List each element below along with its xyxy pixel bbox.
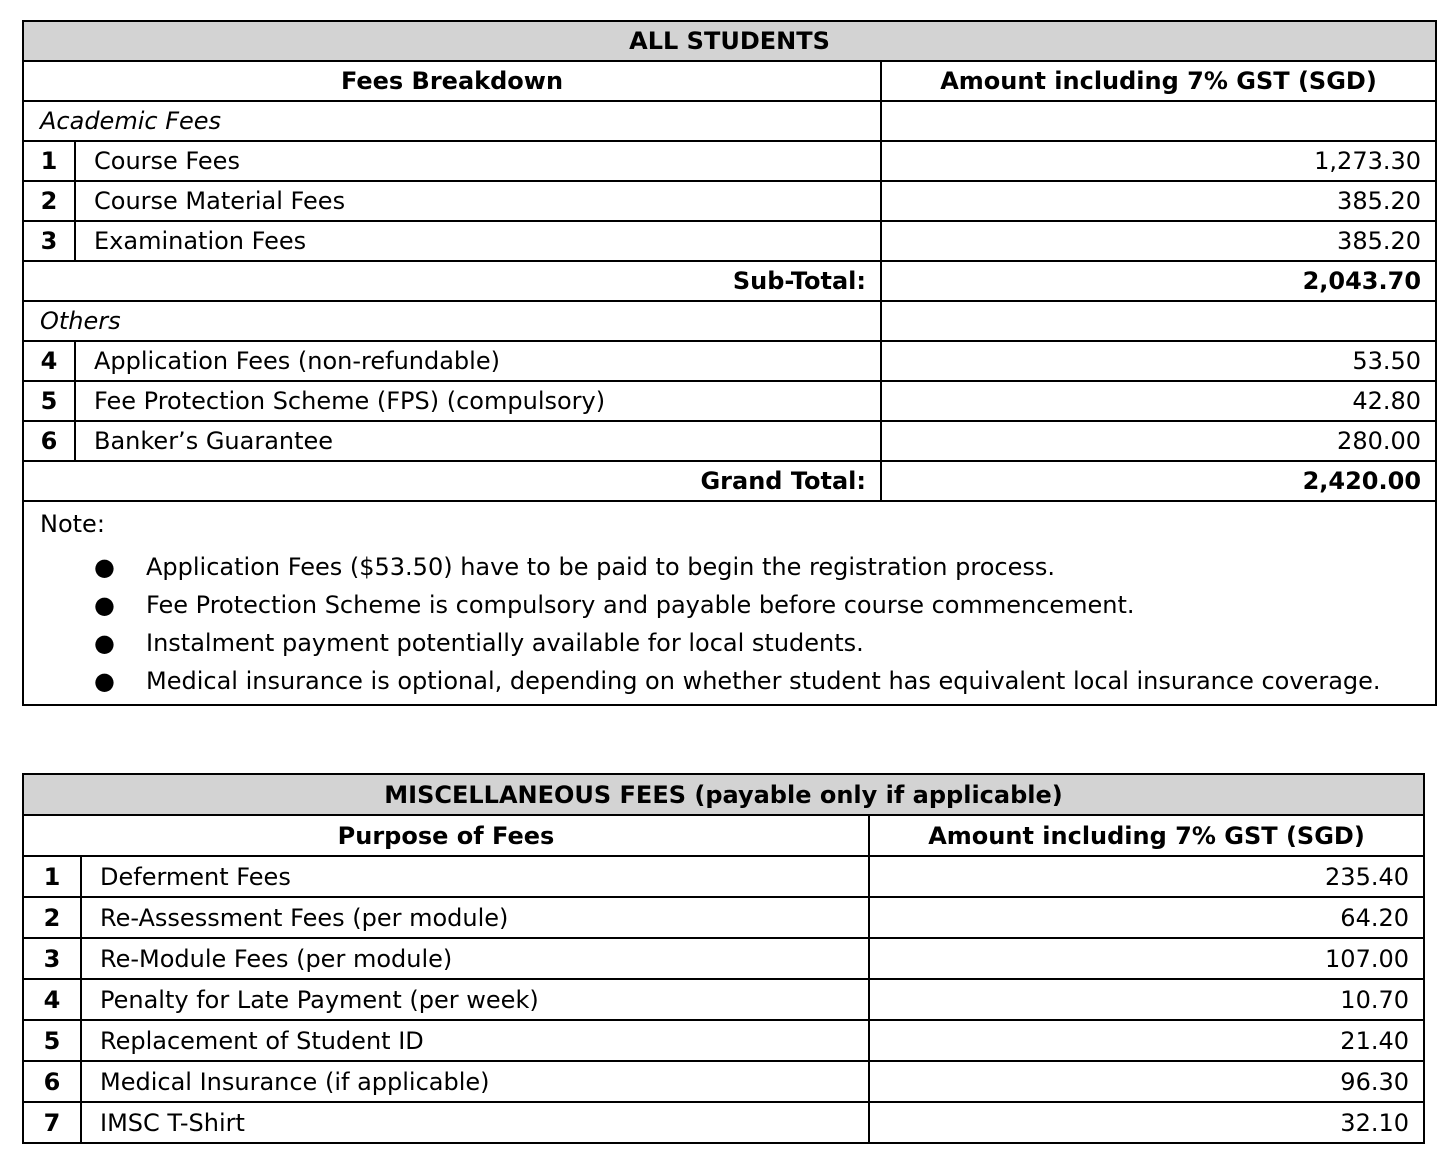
fee-label: Medical Insurance (if applicable): [81, 1061, 869, 1102]
fee-amount: 53.50: [881, 341, 1436, 381]
row-number: 5: [23, 381, 75, 421]
misc-fees-table: [22, 773, 1425, 1144]
table-row: [23, 979, 1424, 1020]
table-row: [23, 938, 1424, 979]
row-number: 1: [23, 141, 75, 181]
fee-label: Re-Assessment Fees (per module): [81, 897, 869, 938]
section-others: Others: [23, 301, 881, 341]
table-row: [23, 1102, 1424, 1143]
note-title: Note:: [40, 510, 105, 538]
row-number: 4: [23, 341, 75, 381]
row-number: 3: [23, 938, 81, 979]
fee-amount: 107.00: [869, 938, 1424, 979]
all-students-table: [22, 20, 1437, 706]
fee-label: Fee Protection Scheme (FPS) (compulsory): [75, 381, 881, 421]
fee-label: IMSC T-Shirt: [81, 1102, 869, 1143]
amount-header: Amount including 7% GST (SGD): [881, 61, 1436, 101]
subtotal-label: Sub-Total:: [23, 261, 881, 301]
fee-label: Banker’s Guarantee: [75, 421, 881, 461]
row-number: 2: [23, 897, 81, 938]
fee-amount: 1,273.30: [881, 141, 1436, 181]
all-students-title: ALL STUDENTS: [23, 21, 1436, 61]
notes-list: [40, 548, 1419, 700]
note-text: Fee Protection Scheme is compulsory and payable before course commencement.: [146, 591, 1135, 619]
fee-amount: 385.20: [881, 221, 1436, 261]
note-text: Instalment payment potentially available for local students.: [146, 629, 864, 657]
fee-amount: 385.20: [881, 181, 1436, 221]
list-item: [94, 624, 1419, 662]
fee-label: Examination Fees: [75, 221, 881, 261]
fee-amount: 32.10: [869, 1102, 1424, 1143]
notes-section: [23, 501, 1436, 705]
fee-amount: 235.40: [869, 856, 1424, 897]
row-number: 6: [23, 421, 75, 461]
note-text: Medical insurance is optional, depending on whether student has equivalent local insurance coverage.: [146, 667, 1381, 695]
fees-breakdown-header: Fees Breakdown: [23, 61, 881, 101]
fee-amount: 10.70: [869, 979, 1424, 1020]
table-row: [23, 856, 1424, 897]
list-item: [94, 548, 1419, 586]
table-row: [23, 381, 1436, 421]
bullet-icon: ●: [94, 553, 115, 581]
row-number: 1: [23, 856, 81, 897]
empty-amount-cell: [881, 301, 1436, 341]
table-row: [23, 897, 1424, 938]
fee-amount: 42.80: [881, 381, 1436, 421]
bullet-icon: ●: [94, 667, 115, 695]
purpose-header: Purpose of Fees: [23, 815, 869, 856]
row-number: 3: [23, 221, 75, 261]
fee-amount: 96.30: [869, 1061, 1424, 1102]
table-row: [23, 341, 1436, 381]
bullet-icon: ●: [94, 591, 115, 619]
list-item: [94, 662, 1419, 700]
misc-fees-title: MISCELLANEOUS FEES (payable only if applicable): [23, 774, 1424, 815]
table-row: [23, 1061, 1424, 1102]
grandtotal-amount: 2,420.00: [881, 461, 1436, 501]
row-number: 6: [23, 1061, 81, 1102]
row-number: 4: [23, 979, 81, 1020]
fee-label: Replacement of Student ID: [81, 1020, 869, 1061]
fee-amount: 280.00: [881, 421, 1436, 461]
empty-amount-cell: [881, 101, 1436, 141]
table-row: [23, 1020, 1424, 1061]
row-number: 7: [23, 1102, 81, 1143]
fee-label: Application Fees (non-refundable): [75, 341, 881, 381]
fee-amount: 64.20: [869, 897, 1424, 938]
section-academic-fees: Academic Fees: [23, 101, 881, 141]
row-number: 5: [23, 1020, 81, 1061]
bullet-icon: ●: [94, 629, 115, 657]
amount-header: Amount including 7% GST (SGD): [869, 815, 1424, 856]
fee-label: Re-Module Fees (per module): [81, 938, 869, 979]
table-row: [23, 141, 1436, 181]
fee-label: Deferment Fees: [81, 856, 869, 897]
note-text: Application Fees ($53.50) have to be paid to begin the registration process.: [146, 553, 1055, 581]
fee-label: Course Material Fees: [75, 181, 881, 221]
table-row: [23, 181, 1436, 221]
fee-label: Penalty for Late Payment (per week): [81, 979, 869, 1020]
table-row: [23, 221, 1436, 261]
grandtotal-label: Grand Total:: [23, 461, 881, 501]
fee-amount: 21.40: [869, 1020, 1424, 1061]
row-number: 2: [23, 181, 75, 221]
subtotal-amount: 2,043.70: [881, 261, 1436, 301]
table-row: [23, 421, 1436, 461]
fee-label: Course Fees: [75, 141, 881, 181]
list-item: [94, 586, 1419, 624]
